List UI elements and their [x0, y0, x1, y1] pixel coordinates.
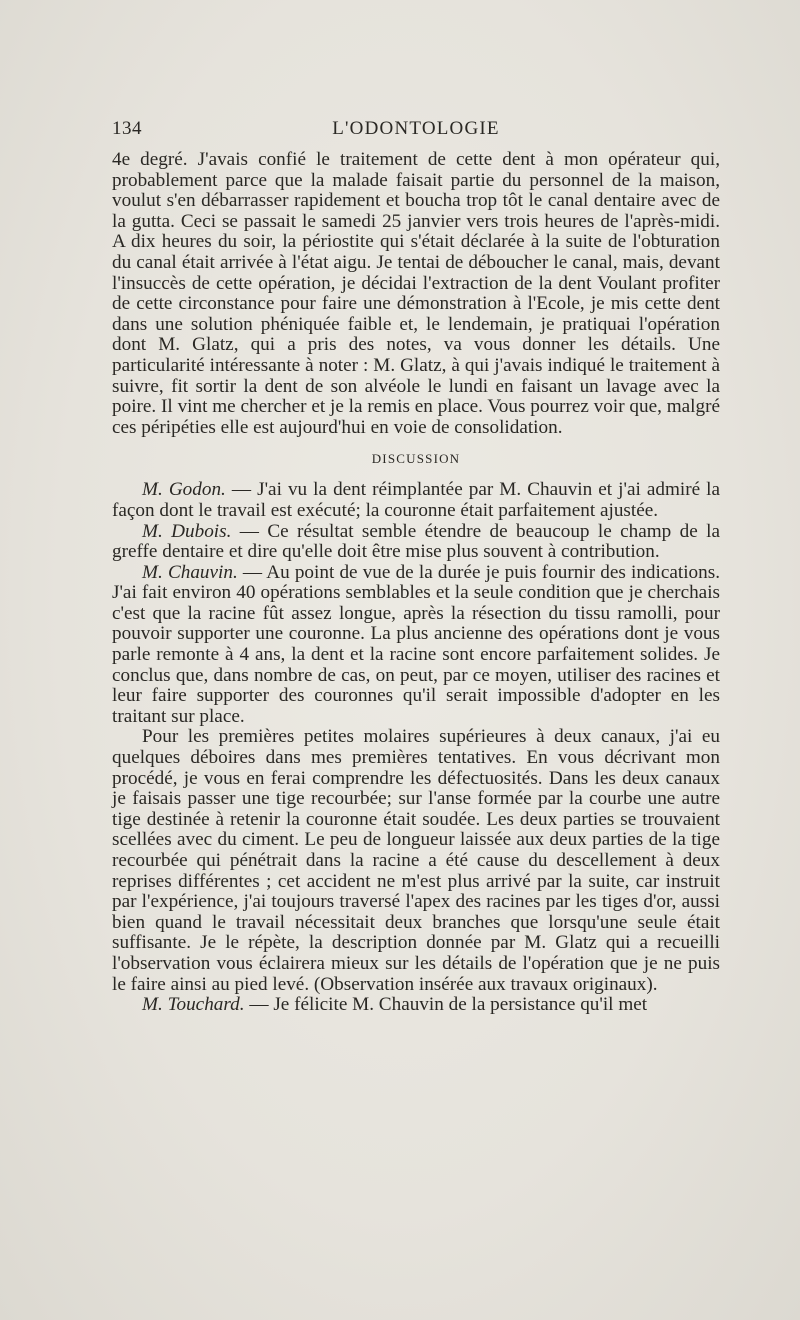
journal-title: L'ODONTOLOGIE [332, 118, 500, 139]
paragraph-case-report: 4e degré. J'avais confié le traitement de cette dent à mon opérateur qui, probablement parce que la malade faisait partie du personnel de la maison, voulut s'en débarrasser rapidement et boucha trop tôt le canal dentaire avec de la gutta. Ceci se passait le samedi 25 janvier vers trois heures de l'après-midi. A dix heures du soir, la périostite qui s'était déclarée à la suite de l'obturation du canal était arrivée à l'état aigu. Je tentai de déboucher le canal, mais, devant l'insuccès de cette opération, je décidai l'extraction de la dent Voulant profiter de cette circonstance pour faire une démonstration à l'Ecole, je mis cette dent dans une solution phéniquée faible et, le lendemain, je pratiquai l'opération dont M. Glatz, qui a pris des notes, va vous donner les détails. Une particularité intéressante à noter : M. Glatz, à qui j'avais indiqué le traitement à suivre, fit sortir la dent de son alvéole le lundi en faisant un lavage avec la poire. Il vint me chercher et je la remis en place. Vous pourrez voir que, malgré ces péripéties elle est aujourd'hui en voie de consolidation. [112, 149, 720, 438]
speech-text: — Je félicite M. Chauvin de la persistance qu'il met [244, 994, 648, 1016]
discussion-entry-touchard [112, 995, 720, 1016]
page-number: 134 [112, 118, 142, 139]
main-text [112, 150, 720, 1016]
speech-text: — Ce résultat semble étendre de beaucoup le champ de la greffe dentaire et dire qu'elle doit être mise plus souvent à contribution. [112, 520, 720, 563]
discussion-continuation: Pour les premières petites molaires supérieures à deux canaux, j'ai eu quelques déboires dans mes premières tentatives. En vous décrivant mon procédé, je vous en ferai comprendre les défectuosités. Dans les deux canaux je faisais passer une tige recourbée; sur l'anse formée par la courbe une autre tige destinée à retenir la couronne était soudée. Les deux parties se trouvaient scellées avec du ciment. Le peu de longueur laissée aux deux parties de la tige recourbée qui pénétrait dans la racine a été cause du descellement à deux reprises différentes ; cet accident ne m'est plus arrivé par la suite, car instruit par l'expérience, j'ai toujours traversé l'apex des racines par les tiges d'or, aussi bien quand le travail nécessitait deux branches que lorsqu'une seule était suffisante. Je le répète, la description donnée par M. Glatz qui a recueilli l'observation vous éclairera mieux sur les détails de l'opération que je ne puis le faire ainsi au pied levé. (Observation insérée aux travaux originaux). [112, 726, 720, 995]
running-head [112, 118, 720, 142]
discussion-heading: DISCUSSION [371, 451, 461, 467]
speaker-name: M. Chauvin. [142, 561, 238, 583]
speaker-name: M. Dubois. [142, 520, 232, 542]
speaker-name: M. Godon. [142, 479, 226, 501]
speech-text: — Au point de vue de la durée je puis fournir des indications. J'ai fait environ 40 opérations semblables et la seule condition que je cherchais c'est que la racine fût assez longue, après la résection du tissu ramolli, pour pouvoir supporter une couronne. La plus ancienne des opérations dont je vous parle remonte à 4 ans, la dent et la racine sont encore parfaitement solides. Je conclus que, dans nombre de cas, on peut, par ce moyen, utiliser des racines et leur faire supporter des couronnes qu'il serait impossible d'adopter en les traitant sur place. [112, 561, 720, 727]
discussion-entry-chauvin [112, 563, 720, 728]
speech-text: — J'ai vu la dent réimplantée par M. Chauvin et j'ai admiré la façon dont le travail est exécuté; la couronne était parfaitement ajustée. [112, 479, 720, 521]
discussion-entry-dubois [112, 522, 720, 563]
discussion-entry-godon [112, 480, 720, 521]
speaker-name: M. Touchard. [142, 994, 245, 1016]
